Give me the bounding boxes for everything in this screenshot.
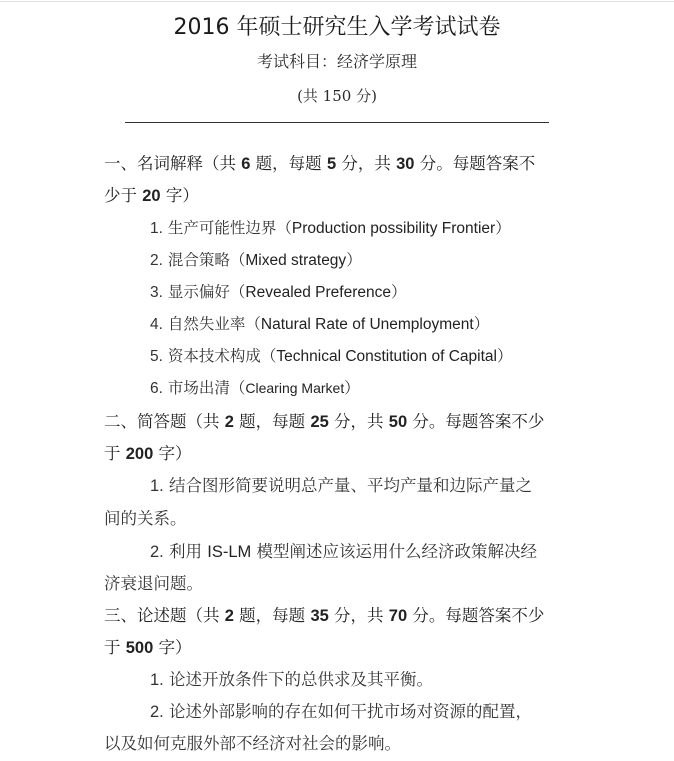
question-body: 利用	[169, 542, 208, 561]
term-english: Revealed Preference	[245, 284, 392, 301]
item-number: 5.	[150, 348, 163, 365]
item-number: 1.	[150, 220, 163, 237]
question-text	[150, 666, 433, 690]
section2-heading	[104, 408, 544, 432]
term-english: Clearing Market	[245, 380, 345, 396]
points-each: 35	[310, 607, 329, 625]
section1-heading	[104, 150, 535, 174]
term-chinese: 自然失业率（	[167, 315, 261, 333]
points-total: 30	[396, 155, 415, 173]
term-chinese: 市场出清（	[167, 379, 246, 397]
term-item	[150, 376, 360, 398]
section1-heading-cont	[104, 182, 199, 206]
model-name: IS-LM	[207, 543, 252, 561]
heading-text: 二、简答题（共	[104, 412, 225, 431]
section2-heading-cont	[104, 440, 192, 464]
heading-text: 题，每题	[233, 412, 311, 431]
question-text	[150, 698, 532, 722]
question-text-cont: 间的关系。	[104, 509, 187, 528]
question-count: 6	[241, 155, 251, 173]
paren-close: ）	[391, 283, 407, 301]
points-total: 50	[388, 413, 408, 431]
min-words: 20	[142, 187, 161, 205]
term-english: Production possibility Frontier	[291, 220, 496, 237]
heading-text: 一、名词解释（共	[104, 154, 242, 173]
term-item	[150, 312, 489, 334]
heading-text: 少于	[104, 186, 143, 205]
question-text	[150, 472, 532, 496]
term-english: Mixed strategy	[245, 252, 347, 269]
heading-text: 于	[104, 444, 126, 463]
heading-text: 分。每题答案不少	[407, 606, 545, 625]
total-score: (共 150 分)	[297, 87, 377, 105]
question-body: 模型阐述应该运用什么经济政策解决经	[251, 542, 538, 561]
question-text-cont: 济衰退问题。	[104, 574, 203, 593]
heading-text: 题，每题	[233, 606, 311, 625]
exam-title: 2016 年硕士研究生入学考试试卷	[173, 15, 501, 40]
term-english: Natural Rate of Unemployment	[260, 316, 474, 333]
paren-close: ）	[496, 347, 513, 365]
exam-subject: 考试科目：经济学原理	[256, 52, 417, 71]
term-item	[150, 344, 512, 366]
top-border	[0, 1, 674, 2]
term-chinese: 资本技术构成（	[167, 347, 277, 365]
heading-text: 分，共	[336, 154, 397, 173]
heading-text: 三、论述题（共	[104, 606, 225, 625]
heading-text: 分，共	[328, 412, 389, 431]
term-chinese: 混合策略（	[167, 251, 246, 269]
heading-text: 题，每题	[250, 154, 327, 173]
question-number: 2.	[150, 703, 164, 721]
item-number: 3.	[150, 284, 163, 301]
heading-text: 字）	[153, 638, 192, 657]
heading-text: 分。每题答案不	[414, 154, 536, 173]
paren-close: ）	[344, 379, 360, 397]
term-english: Technical Constitution of Capital	[276, 348, 497, 365]
term-item	[150, 280, 407, 302]
section3-heading-cont	[104, 634, 192, 658]
term-chinese: 显示偏好（	[167, 283, 246, 301]
header-divider	[125, 122, 549, 123]
question-body: 论述开放条件下的总供求及其平衡。	[169, 670, 434, 689]
points-each: 25	[310, 413, 329, 431]
question-body: 结合图形简要说明总产量、平均产量和边际产量之	[169, 476, 533, 495]
item-number: 2.	[150, 252, 163, 269]
question-text	[150, 538, 537, 562]
term-chinese: 生产可能性边界（	[167, 219, 292, 237]
question-text-cont: 以及如何克服外部不经济对社会的影响。	[104, 734, 401, 753]
term-item	[150, 216, 511, 238]
paren-close: ）	[495, 219, 511, 237]
heading-text: 字）	[153, 444, 192, 463]
question-number: 2.	[150, 543, 164, 561]
question-count: 2	[224, 413, 234, 431]
question-number: 1.	[150, 671, 164, 689]
term-item	[150, 248, 362, 270]
heading-text: 于	[104, 638, 126, 657]
min-words: 200	[125, 445, 154, 463]
heading-text: 分，共	[328, 606, 389, 625]
heading-text: 字）	[160, 186, 199, 205]
min-words: 500	[125, 639, 154, 657]
section3-heading	[104, 602, 544, 626]
item-number: 4.	[150, 316, 163, 333]
question-body: 论述外部影响的存在如何干扰市场对资源的配置，	[169, 702, 533, 721]
paren-close: ）	[346, 251, 362, 269]
paren-close: ）	[473, 315, 490, 333]
item-number: 6.	[150, 380, 163, 397]
heading-text: 分。每题答案不少	[407, 412, 545, 431]
question-count: 2	[224, 607, 234, 625]
question-number: 1.	[150, 477, 164, 495]
points-each: 5	[326, 155, 337, 173]
points-total: 70	[388, 607, 408, 625]
